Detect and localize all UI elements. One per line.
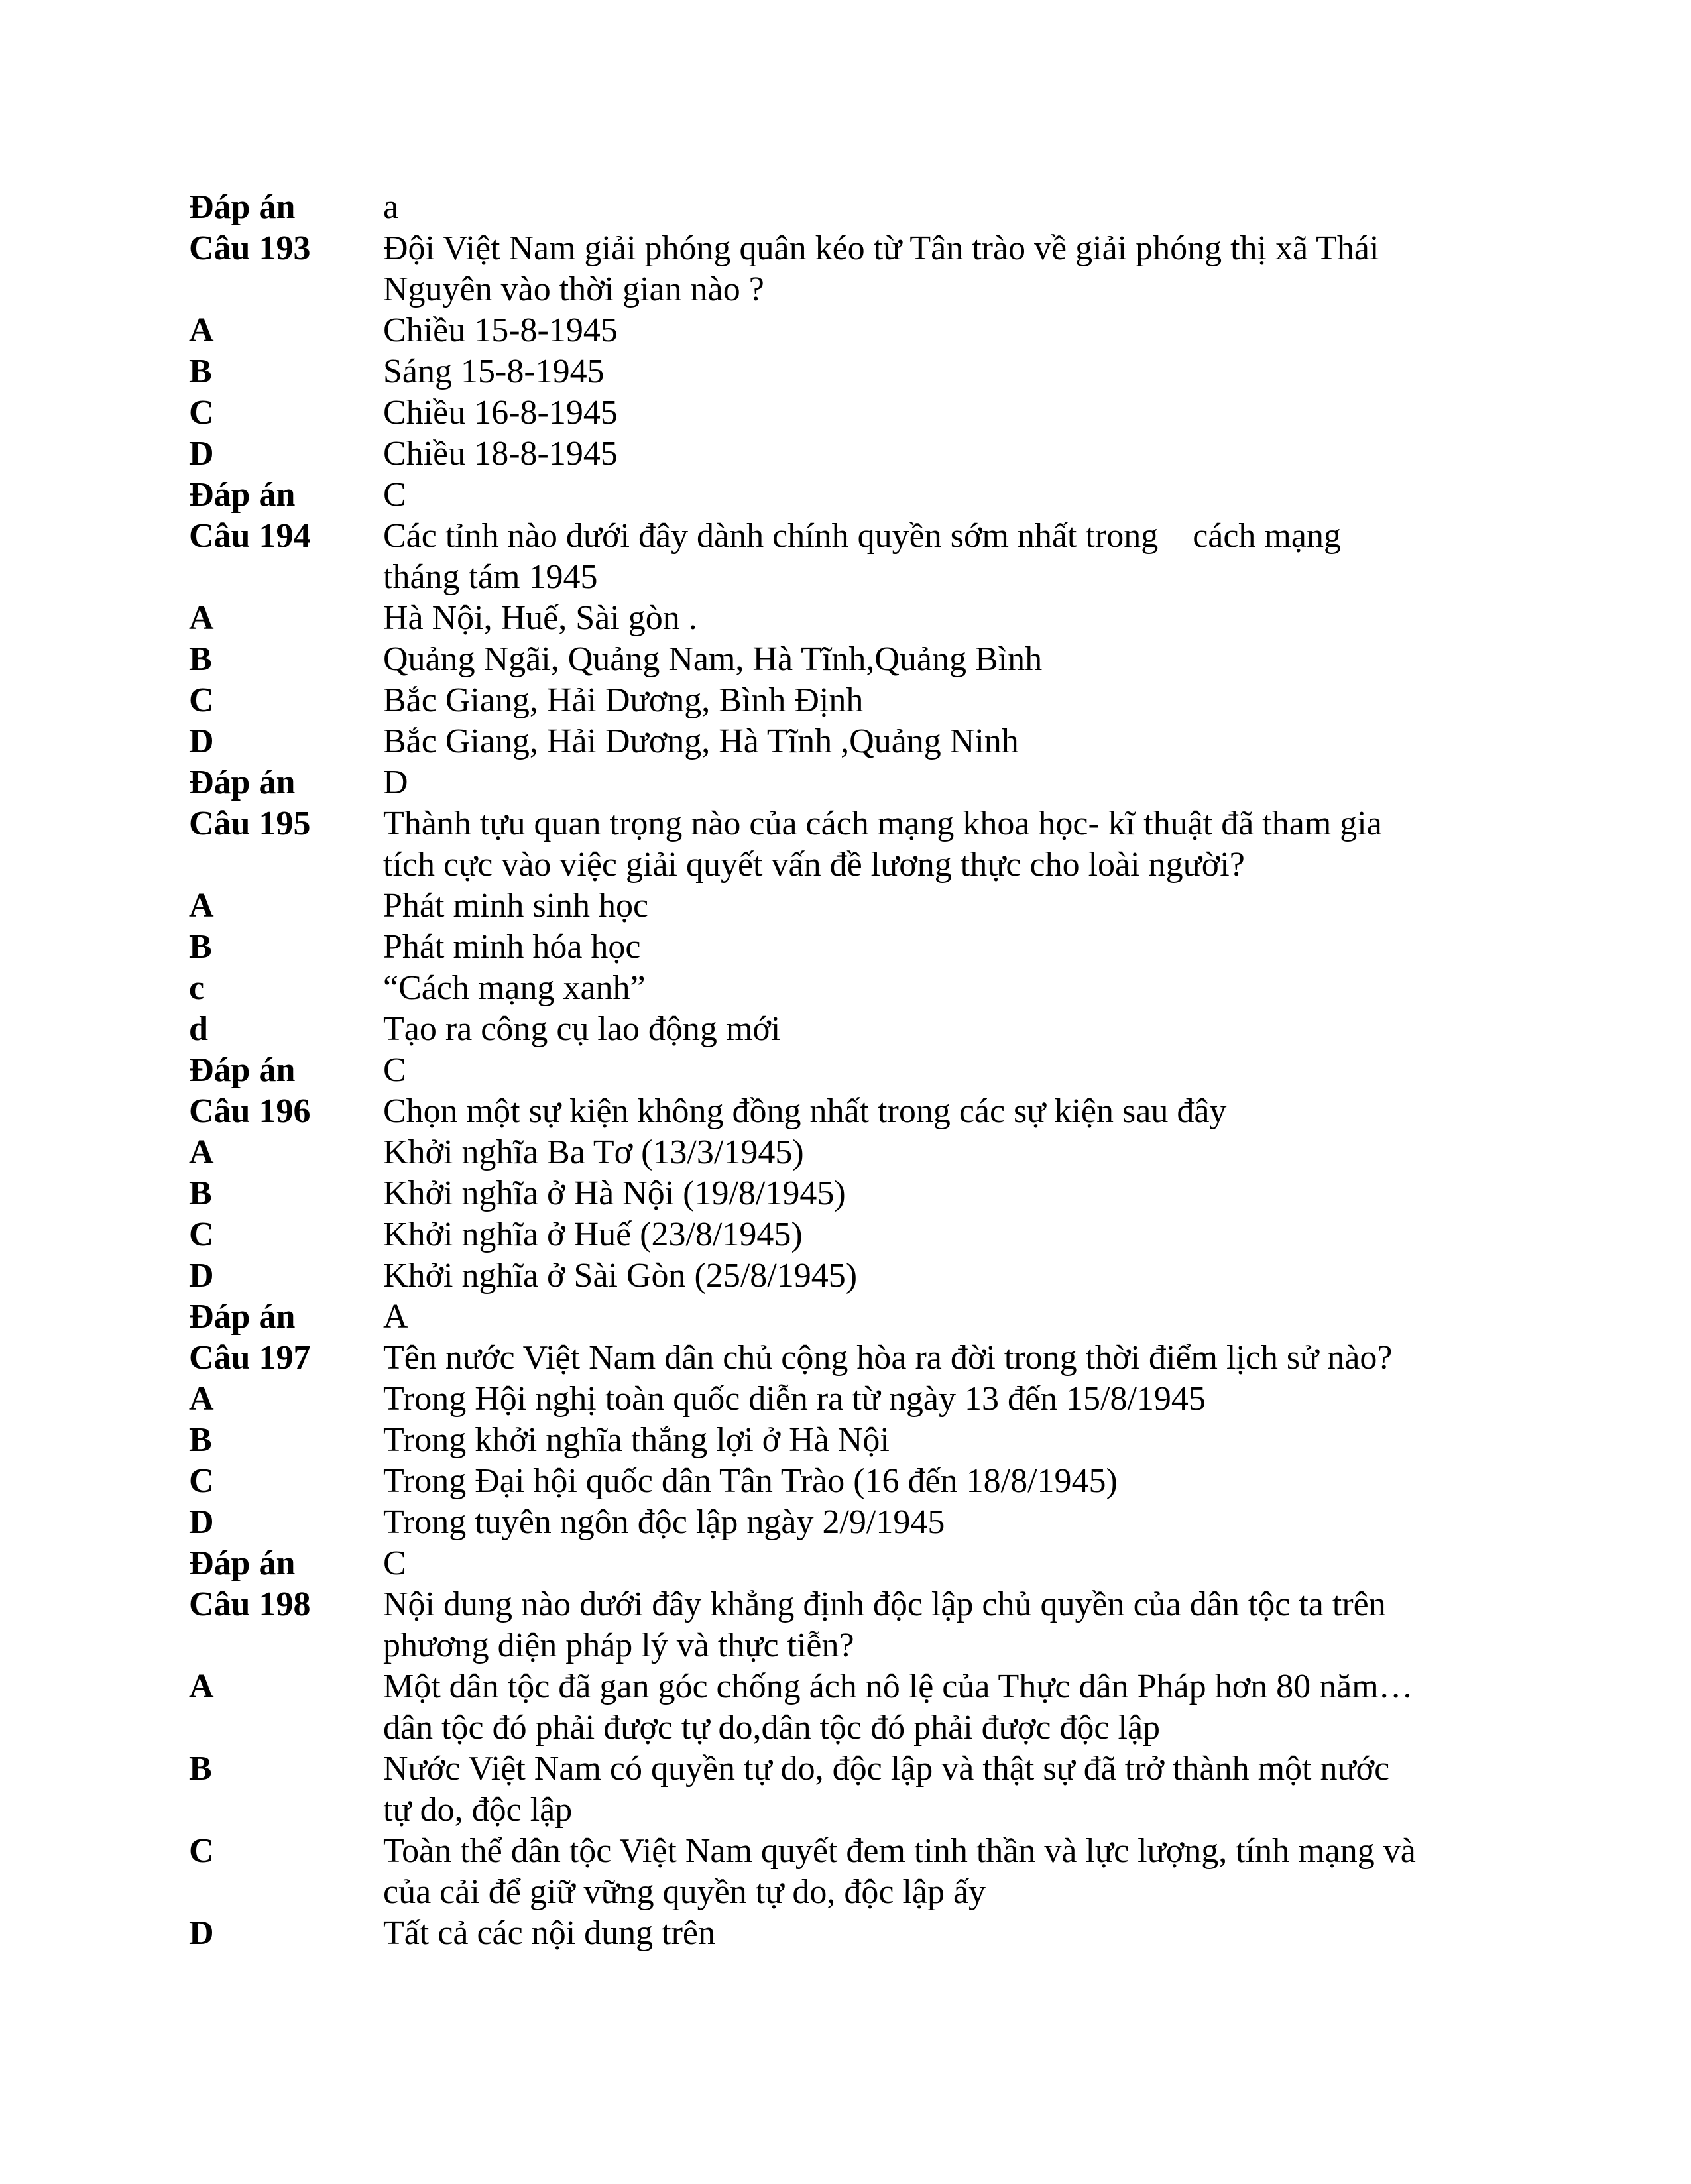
row-text: Hà Nội, Huế, Sài gòn . xyxy=(383,599,697,637)
row-text: Các tỉnh nào dưới đây dành chính quyền sớm nhất trong cách mạng tháng tám 1945 xyxy=(383,517,1341,596)
option-row xyxy=(189,1132,1488,1173)
question-row xyxy=(189,1091,1488,1132)
row-label: d xyxy=(189,1010,208,1048)
row-label: A xyxy=(189,599,214,637)
row-text: Khởi nghĩa ở Huế (23/8/1945) xyxy=(383,1216,803,1253)
row-label: Đáp án xyxy=(189,764,296,801)
document-page xyxy=(189,187,1488,1954)
row-text: Khởi nghĩa ở Sài Gòn (25/8/1945) xyxy=(383,1257,858,1294)
row-label: D xyxy=(189,1257,214,1294)
row-label: Câu 195 xyxy=(189,805,311,842)
row-label: A xyxy=(189,887,214,925)
row-text: Tạo ra công cụ lao động mới xyxy=(383,1010,781,1048)
row-text: Phát minh hóa học xyxy=(383,928,641,966)
question-row xyxy=(189,516,1488,598)
option-row xyxy=(189,1420,1488,1461)
row-text: Trong Hội nghị toàn quốc diễn ra từ ngày 13 đến 15/8/1945 xyxy=(383,1380,1206,1418)
row-label: Câu 194 xyxy=(189,517,311,555)
row-label: A xyxy=(189,1668,214,1705)
row-label: B xyxy=(189,353,212,390)
answer-row xyxy=(189,1296,1488,1338)
row-label: Câu 196 xyxy=(189,1092,311,1130)
row-text: C xyxy=(383,1544,406,1582)
row-label: c xyxy=(189,969,205,1007)
row-text: Bắc Giang, Hải Dương, Bình Định xyxy=(383,681,864,719)
row-label: C xyxy=(189,1832,214,1870)
row-text: Toàn thể dân tộc Việt Nam quyết đem tinh thần và lực lượng, tính mạng và của cải để giữ vững quyền tự do, độc lập ấy xyxy=(383,1832,1416,1911)
row-text: Khởi nghĩa Ba Tơ (13/3/1945) xyxy=(383,1133,804,1171)
row-label: A xyxy=(189,1380,214,1418)
option-row xyxy=(189,1749,1488,1831)
row-text: Khởi nghĩa ở Hà Nội (19/8/1945) xyxy=(383,1175,846,1212)
option-row xyxy=(189,1379,1488,1420)
answer-row xyxy=(189,475,1488,516)
option-row xyxy=(189,1831,1488,1913)
row-text: Nước Việt Nam có quyền tự do, độc lập và thật sự đã trở thành một nước tự do, độc lập xyxy=(383,1750,1390,1829)
row-label: B xyxy=(189,1421,212,1459)
row-label: C xyxy=(189,1216,214,1253)
row-label: B xyxy=(189,1175,212,1212)
row-text: D xyxy=(383,764,408,801)
row-text: Chiều 15-8-1945 xyxy=(383,312,618,349)
question-row xyxy=(189,803,1488,886)
option-row xyxy=(189,1255,1488,1296)
option-row xyxy=(189,721,1488,762)
option-row xyxy=(189,1173,1488,1214)
row-label: B xyxy=(189,1750,212,1788)
row-text: Trong khởi nghĩa thắng lợi ở Hà Nội xyxy=(383,1421,890,1459)
row-text: a xyxy=(383,188,399,226)
row-label: C xyxy=(189,394,214,431)
row-label: Đáp án xyxy=(189,1298,296,1336)
option-row xyxy=(189,310,1488,351)
option-row xyxy=(189,968,1488,1009)
row-label: Câu 198 xyxy=(189,1585,311,1623)
row-label: B xyxy=(189,928,212,966)
answer-row xyxy=(189,1543,1488,1584)
row-text: Thành tựu quan trọng nào của cách mạng khoa học- kĩ thuật đã tham gia tích cực vào việc giải quyết vấn đề lương thực cho loài người? xyxy=(383,805,1382,884)
row-text: A xyxy=(383,1298,408,1336)
row-text: Phát minh sinh học xyxy=(383,887,649,925)
row-label: A xyxy=(189,1133,214,1171)
row-text: Tên nước Việt Nam dân chủ cộng hòa ra đời trong thời điểm lịch sử nào? xyxy=(383,1339,1393,1377)
option-row xyxy=(189,886,1488,927)
row-text: Sáng 15-8-1945 xyxy=(383,353,605,390)
row-label: C xyxy=(189,681,214,719)
row-label: D xyxy=(189,1914,214,1952)
option-row xyxy=(189,1461,1488,1502)
row-text: Nội dung nào dưới đây khẳng định độc lập chủ quyền của dân tộc ta trên phương diện pháp lý và thực tiễn? xyxy=(383,1585,1386,1664)
row-text: C xyxy=(383,1051,406,1089)
answer-row xyxy=(189,762,1488,803)
option-row xyxy=(189,1502,1488,1543)
question-row xyxy=(189,1338,1488,1379)
row-text: Tất cả các nội dung trên xyxy=(383,1914,715,1952)
row-text: C xyxy=(383,476,406,514)
row-text: Trong Đại hội quốc dân Tân Trào (16 đến 18/8/1945) xyxy=(383,1462,1118,1500)
option-row xyxy=(189,1913,1488,1954)
row-text: Chọn một sự kiện không đồng nhất trong các sự kiện sau đây xyxy=(383,1092,1227,1130)
question-row xyxy=(189,228,1488,310)
option-row xyxy=(189,1009,1488,1050)
option-row xyxy=(189,351,1488,392)
question-row xyxy=(189,1584,1488,1666)
row-label: Câu 197 xyxy=(189,1339,311,1377)
row-label: Đáp án xyxy=(189,1051,296,1089)
row-label: Đáp án xyxy=(189,188,296,226)
row-label: B xyxy=(189,640,212,678)
option-row xyxy=(189,680,1488,721)
option-row xyxy=(189,1214,1488,1255)
row-label: C xyxy=(189,1462,214,1500)
option-row xyxy=(189,433,1488,475)
row-label: D xyxy=(189,1503,214,1541)
option-row xyxy=(189,598,1488,639)
option-row xyxy=(189,927,1488,968)
row-text: Chiều 16-8-1945 xyxy=(383,394,618,431)
option-row xyxy=(189,392,1488,433)
answer-row xyxy=(189,187,1488,228)
option-row xyxy=(189,639,1488,680)
row-text: Trong tuyên ngôn độc lập ngày 2/9/1945 xyxy=(383,1503,945,1541)
row-label: D xyxy=(189,722,214,760)
row-text: Một dân tộc đã gan góc chống ách nô lệ của Thực dân Pháp hơn 80 năm… dân tộc đó phải được tự do,dân tộc đó phải được độc lập xyxy=(383,1668,1413,1747)
option-row xyxy=(189,1666,1488,1749)
answer-row xyxy=(189,1050,1488,1091)
row-label: Đáp án xyxy=(189,476,296,514)
row-text: Bắc Giang, Hải Dương, Hà Tĩnh ,Quảng Ninh xyxy=(383,722,1019,760)
row-label: A xyxy=(189,312,214,349)
row-text: Quảng Ngãi, Quảng Nam, Hà Tĩnh,Quảng Bình xyxy=(383,640,1043,678)
row-text: Đội Việt Nam giải phóng quân kéo từ Tân trào về giải phóng thị xã Thái Nguyên vào thời gian nào ? xyxy=(383,229,1379,308)
row-label: Đáp án xyxy=(189,1544,296,1582)
row-label: D xyxy=(189,435,214,473)
row-text: “Cách mạng xanh” xyxy=(383,969,646,1007)
row-label: Câu 193 xyxy=(189,229,311,267)
row-text: Chiều 18-8-1945 xyxy=(383,435,618,473)
